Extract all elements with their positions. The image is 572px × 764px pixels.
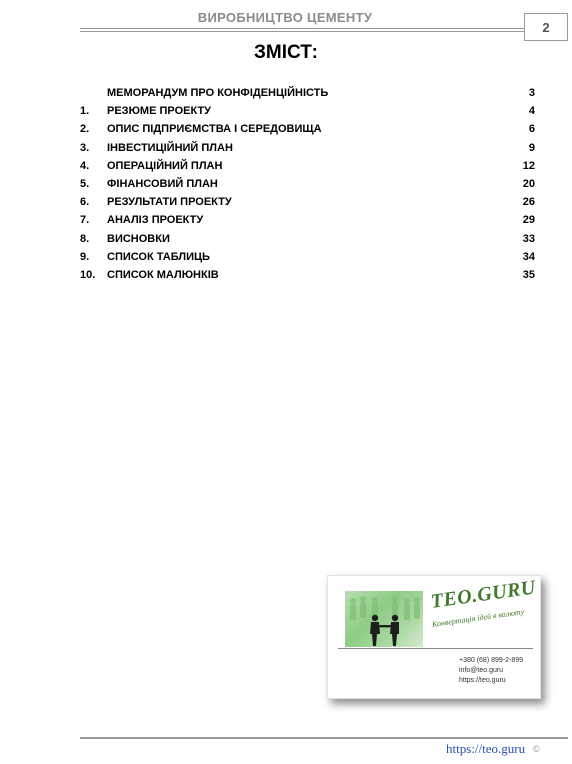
toc-label: ФІНАНСОВИЙ ПЛАН — [107, 178, 218, 191]
toc-number: 7. — [80, 214, 90, 227]
toc-row-results[interactable] — [80, 193, 535, 211]
toc-label: РЕЗУЛЬТАТИ ПРОЕКТУ — [107, 196, 232, 209]
toc-row-investment[interactable] — [80, 139, 535, 157]
toc-row-conclusions[interactable] — [80, 230, 535, 248]
toc-number: 9. — [80, 250, 90, 263]
toc-label: ІНВЕСТИЦІЙНИЙ ПЛАН — [107, 141, 233, 154]
toc-row-analysis[interactable] — [80, 211, 535, 229]
toc-page: 20 — [522, 178, 535, 191]
toc-number: 1. — [80, 105, 90, 118]
toc-page: 3 — [528, 87, 535, 100]
toc-number: 4. — [80, 159, 90, 172]
card-url[interactable]: https://teo.guru — [459, 677, 506, 684]
card-email[interactable]: info@teo.guru — [459, 667, 504, 674]
toc-row-memorandum[interactable] — [80, 84, 535, 102]
card-divider — [338, 648, 533, 649]
toc-page: 34 — [522, 250, 535, 263]
toc-row-financial[interactable] — [80, 175, 535, 193]
toc-label: СПИСОК ТАБЛИЦЬ — [107, 250, 210, 263]
header-title: ВИРОБНИЦТВО ЦЕМЕНТУ — [197, 10, 373, 25]
toc-page: 35 — [522, 268, 535, 281]
toc-label: СПИСОК МАЛЮНКІВ — [107, 268, 219, 281]
toc-page: 29 — [522, 214, 535, 227]
toc-number: 8. — [80, 232, 90, 245]
toc-page: 12 — [522, 159, 535, 172]
brand-logo: TEO.GURU — [429, 576, 538, 613]
toc-label: ОПЕРАЦІЙНИЙ ПЛАН — [107, 159, 223, 172]
toc-row-company[interactable] — [80, 120, 535, 138]
toc-page: 9 — [528, 141, 535, 154]
toc-label: ВИСНОВКИ — [107, 232, 170, 245]
toc-number: 2. — [80, 123, 90, 136]
toc-page: 26 — [522, 196, 535, 209]
people-silhouettes-icon — [345, 591, 423, 647]
toc-number: 10. — [80, 268, 96, 281]
card-phone: +380 (68) 899-2-899 — [459, 657, 524, 664]
header-rule — [80, 28, 524, 32]
copyright-icon: © — [533, 744, 540, 754]
toc-page: 6 — [528, 123, 535, 136]
toc-row-figures[interactable] — [80, 266, 535, 284]
page-number: 2 — [524, 13, 568, 41]
toc-heading: ЗМІСТ: — [254, 42, 318, 63]
toc-page: 33 — [522, 232, 535, 245]
footer-link[interactable]: https://teo.guru — [446, 741, 526, 756]
table-of-contents — [80, 84, 535, 284]
toc-label: МЕМОРАНДУМ ПРО КОНФІДЕНЦІЙНІСТЬ — [107, 87, 329, 100]
toc-number: 6. — [80, 196, 90, 209]
toc-label: ОПИС ПІДПРИЄМСТВА І СЕРЕДОВИЩА — [107, 123, 322, 136]
toc-label: РЕЗЮМЕ ПРОЕКТУ — [107, 105, 212, 118]
toc-row-tables[interactable] — [80, 248, 535, 266]
card-contacts — [459, 656, 523, 686]
footer-rule — [80, 737, 568, 739]
toc-label: АНАЛІЗ ПРОЕКТУ — [107, 214, 204, 227]
business-card — [327, 575, 541, 699]
toc-number: 5. — [80, 178, 90, 191]
toc-page: 4 — [528, 105, 535, 118]
handshake-image — [345, 591, 423, 647]
toc-row-operations[interactable] — [80, 157, 535, 175]
brand-tagline: Конвертація ідей в валюту — [431, 607, 525, 629]
toc-row-summary[interactable] — [80, 102, 535, 120]
toc-number: 3. — [80, 141, 90, 154]
